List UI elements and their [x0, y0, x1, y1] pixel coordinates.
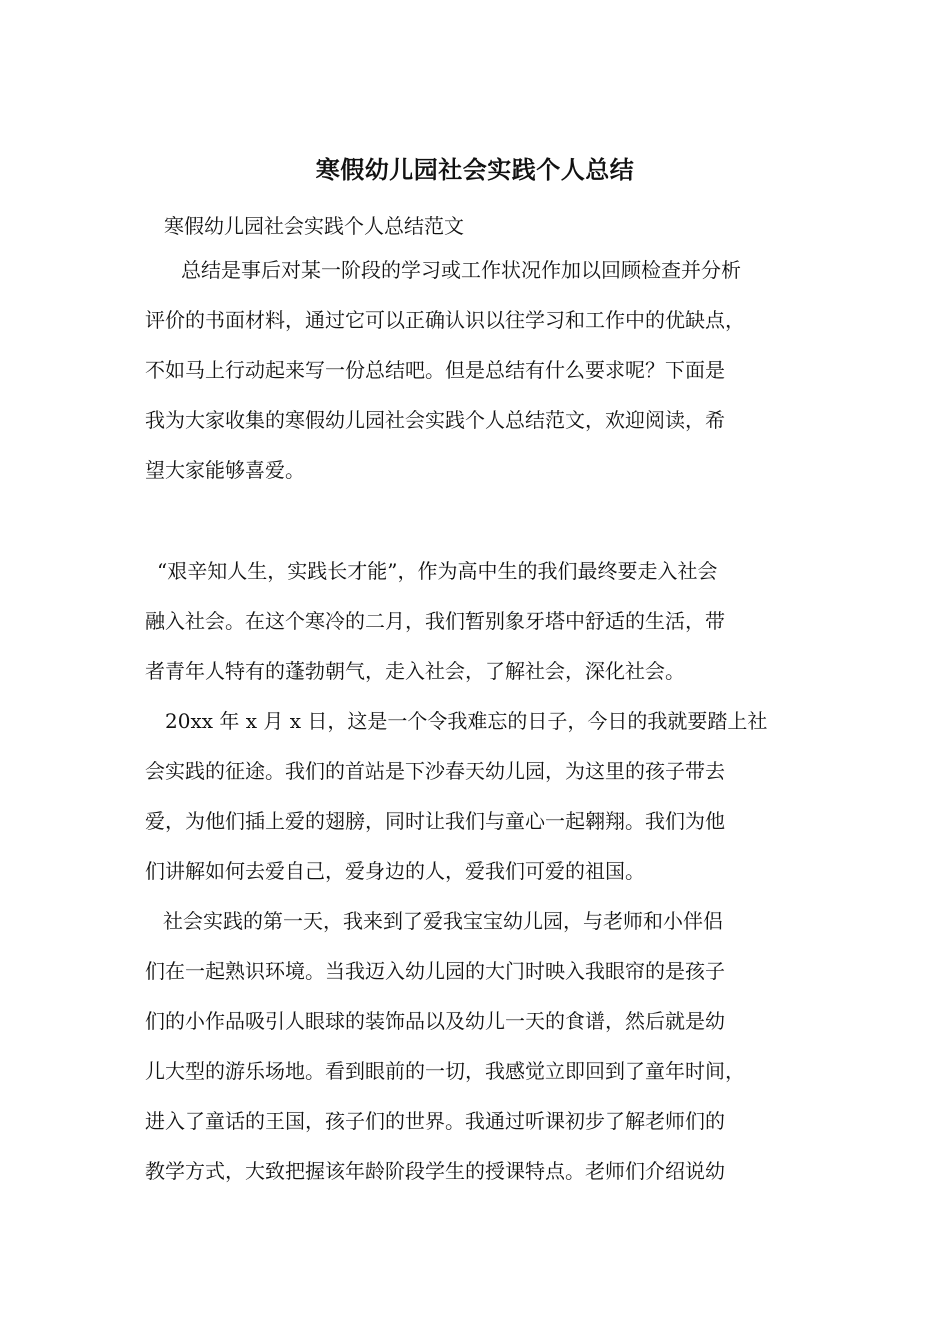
paragraph-4 [145, 896, 815, 1196]
paragraph-line: 评价的书面材料，通过它可以正确认识以往学习和工作中的优缺点， [145, 308, 745, 332]
paragraph-line: 不如马上行动起来写一份总结吧。但是总结有什么要求呢？下面是 [145, 358, 725, 382]
paragraph-line: 社会实践的第一天，我来到了爱我宝宝幼儿园，与老师和小伴侣 [163, 909, 723, 933]
paragraph-2 [145, 546, 815, 696]
paragraph-line: 望大家能够喜爱。 [145, 458, 305, 482]
document-subtitle: 寒假幼儿园社会实践个人总结范文 [164, 214, 464, 238]
paragraph-line: 我为大家收集的寒假幼儿园社会实践个人总结范文，欢迎阅读，希 [145, 408, 725, 432]
paragraph-line: 总结是事后对某一阶段的学习或工作状况作加以回顾检查并分析 [181, 258, 741, 282]
paragraph-line: 会实践的征途。我们的首站是下沙春天幼儿园，为这里的孩子带去 [145, 759, 725, 783]
paragraph-1 [145, 245, 815, 495]
paragraph-line: 教学方式，大致把握该年龄阶段学生的授课特点。老师们介绍说幼 [145, 1159, 725, 1183]
paragraph-line: 们在一起熟识环境。当我迈入幼儿园的大门时映入我眼帘的是孩子 [145, 959, 725, 983]
paragraph-line: 融入社会。在这个寒冷的二月，我们暂别象牙塔中舒适的生活，带 [145, 609, 725, 633]
paragraph-line: 们讲解如何去爱自己，爱身边的人，爱我们可爱的祖国。 [145, 859, 645, 883]
paragraph-line: 20xx 年 x 月 x 日，这是一个令我难忘的日子，今日的我就要踏上社 [165, 709, 768, 733]
document-title: 寒假幼儿园社会实践个人总结 [315, 155, 635, 184]
paragraph-line: “艰辛知人生，实践长才能”，作为高中生的我们最终要走入社会 [157, 559, 718, 583]
paragraph-line: 爱，为他们插上爱的翅膀，同时让我们与童心一起翱翔。我们为他 [145, 809, 725, 833]
paragraph-line: 进入了童话的王国，孩子们的世界。我通过听课初步了解老师们的 [145, 1109, 725, 1133]
paragraph-3 [145, 696, 815, 896]
paragraph-line: 儿大型的游乐场地。看到眼前的一切，我感觉立即回到了童年时间， [145, 1059, 745, 1083]
paragraph-line: 者青年人特有的蓬勃朝气，走入社会，了解社会，深化社会。 [145, 659, 685, 683]
paragraph-line: 们的小作品吸引人眼球的装饰品以及幼儿一天的食谱，然后就是幼 [145, 1009, 725, 1033]
